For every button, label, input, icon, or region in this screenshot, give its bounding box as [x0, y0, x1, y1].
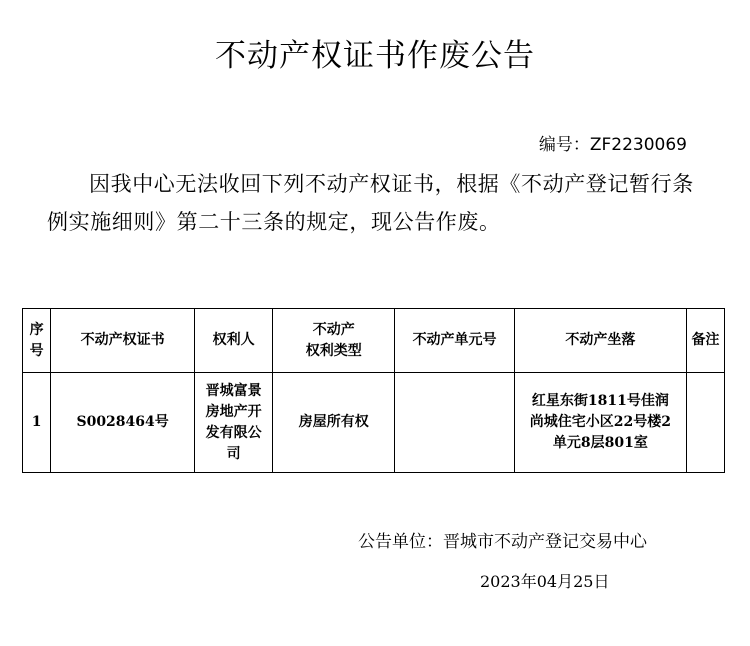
table-header-row	[23, 309, 725, 373]
page-title: 不动产权证书作废公告	[215, 38, 535, 74]
document-number: 编号：ZF2230069	[538, 135, 687, 155]
cell-remarks	[686, 373, 724, 473]
header-unit-number: 不动产单元号	[395, 309, 515, 373]
header-index: 序号	[23, 309, 51, 373]
certificate-table	[22, 308, 725, 473]
header-location: 不动产坐落	[514, 309, 686, 373]
table-row	[23, 373, 725, 473]
header-right-type: 不动产 权利类型	[273, 309, 395, 373]
header-certificate: 不动产权证书	[51, 309, 195, 373]
issuing-unit: 公告单位：晋城市不动产登记交易中心	[358, 532, 647, 552]
cell-index: 1	[23, 373, 51, 473]
cell-right-type: 房屋所有权	[273, 373, 395, 473]
cell-certificate: S0028464号	[51, 373, 195, 473]
cell-owner: 晋城富景房地产开发有限公司	[194, 373, 272, 473]
header-owner: 权利人	[194, 309, 272, 373]
cell-unit-number	[395, 373, 515, 473]
issue-date: 2023年04月25日	[480, 572, 610, 591]
notice-paragraph: 因我中心无法收回下列不动产权证书，根据《不动产登记暂行条例实施细则》第二十三条的规定，现公告作废。	[47, 172, 694, 234]
header-remarks: 备注	[686, 309, 724, 373]
cell-location: 红星东街1811号佳润尚城住宅小区22号楼2单元8层801室	[514, 373, 686, 473]
